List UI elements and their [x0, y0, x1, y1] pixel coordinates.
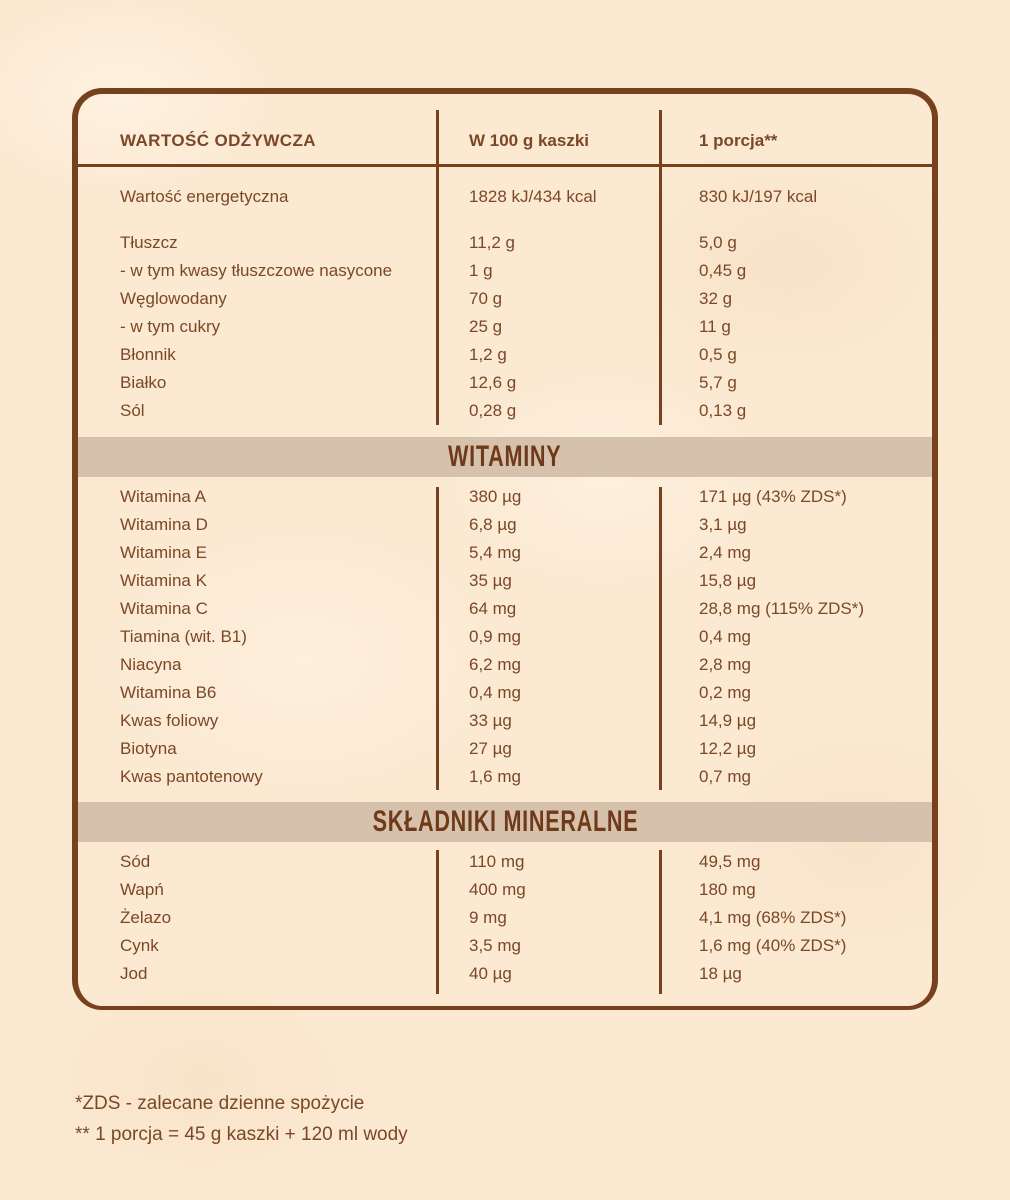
- table-row: [78, 567, 932, 595]
- value-per-100g: 5,4 mg: [469, 543, 521, 562]
- nutrient-name: Niacyna: [120, 655, 182, 674]
- value-per-100g: 0,4 mg: [469, 683, 521, 702]
- table-row: [78, 876, 932, 904]
- value-per-portion: 5,7 g: [699, 373, 737, 392]
- value-per-portion: 2,8 mg: [699, 655, 751, 674]
- nutrient-name: Białko: [120, 373, 167, 392]
- footnote-zds: *ZDS - zalecane dzienne spożycie: [75, 1093, 365, 1114]
- value-per-portion: 171 µg (43% ZDS*): [699, 487, 847, 506]
- column-divider: [659, 850, 662, 994]
- value-per-portion: 4,1 mg (68% ZDS*): [699, 908, 847, 927]
- table-row: [78, 285, 932, 313]
- table-row: [78, 369, 932, 397]
- nutrient-name: Biotyna: [120, 739, 177, 758]
- mineral-rows: [78, 848, 932, 988]
- value-per-100g: 1828 kJ/434 kcal: [469, 187, 597, 206]
- section-title-minerals: SKŁADNIKI MINERALNE: [372, 805, 638, 838]
- nutrient-name: Tłuszcz: [120, 233, 178, 252]
- value-per-100g: 35 µg: [469, 571, 512, 590]
- value-per-portion: 28,8 mg (115% ZDS*): [699, 599, 865, 618]
- nutrient-name: Żelazo: [120, 908, 172, 927]
- value-per-100g: 12,6 g: [469, 373, 517, 392]
- table-row: [78, 397, 932, 425]
- value-per-100g: 70 g: [469, 289, 503, 308]
- column-divider: [436, 487, 439, 790]
- value-per-100g: 1,2 g: [469, 345, 507, 364]
- section-basic-nutrition: [78, 94, 932, 437]
- nutrient-name: Tiamina (wit. B1): [120, 627, 247, 646]
- value-per-100g: 3,5 mg: [469, 936, 521, 955]
- value-per-100g: 9 mg: [469, 908, 507, 927]
- section-band-vitamins: [78, 437, 932, 477]
- value-per-100g: 40 µg: [469, 964, 512, 983]
- column-divider: [659, 487, 662, 790]
- table-row: [78, 735, 932, 763]
- table-row: [78, 483, 932, 511]
- value-per-100g: 0,28 g: [469, 401, 517, 420]
- table-row: [78, 511, 932, 539]
- value-per-100g: 6,2 mg: [469, 655, 521, 674]
- table-row: [78, 229, 932, 257]
- table-row: [78, 595, 932, 623]
- value-per-portion: 49,5 mg: [699, 852, 761, 871]
- nutrient-name: Witamina B6: [120, 683, 217, 702]
- value-per-100g: 11,2 g: [469, 233, 516, 252]
- column-divider: [659, 110, 662, 425]
- value-per-100g: 27 µg: [469, 739, 512, 758]
- nutrient-name: Sód: [120, 852, 151, 871]
- nutrient-name: Cynk: [120, 936, 159, 955]
- nutrient-name: Błonnik: [120, 345, 176, 364]
- value-per-portion: 3,1 µg: [699, 515, 747, 534]
- column-divider: [436, 850, 439, 994]
- nutrient-name: Wapń: [120, 880, 164, 899]
- macro-rows: [78, 229, 932, 425]
- value-per-portion: 0,5 g: [699, 345, 737, 364]
- table-row: [78, 341, 932, 369]
- header-per-portion: 1 porcja**: [699, 131, 778, 150]
- table-header-row: [78, 94, 932, 164]
- nutrient-name: Witamina A: [120, 487, 206, 506]
- value-per-100g: 110 mg: [469, 852, 525, 871]
- table-row: [78, 313, 932, 341]
- table-row: [78, 651, 932, 679]
- nutrient-name: Sól: [120, 401, 145, 420]
- footnotes: [75, 1088, 408, 1150]
- value-per-portion: 0,13 g: [699, 401, 747, 420]
- nutrient-name: Witamina D: [120, 515, 208, 534]
- section-vitamins: [78, 477, 932, 802]
- nutrient-name: - w tym cukry: [120, 317, 221, 336]
- value-per-100g: 64 mg: [469, 599, 517, 618]
- header-nutrition-facts: WARTOŚĆ ODŻYWCZA: [120, 131, 316, 150]
- table-row-energy: [78, 183, 932, 211]
- value-per-portion: 0,4 mg: [699, 627, 751, 646]
- value-per-100g: 400 mg: [469, 880, 526, 899]
- value-per-portion: 11 g: [699, 317, 731, 336]
- vitamin-rows: [78, 483, 932, 791]
- nutrient-name: - w tym kwasy tłuszczowe nasycone: [120, 261, 393, 280]
- header-rule: [78, 164, 932, 167]
- value-per-100g: 1 g: [469, 261, 493, 280]
- value-per-portion: 1,6 mg (40% ZDS*): [699, 936, 847, 955]
- table-row: [78, 904, 932, 932]
- table-row: [78, 763, 932, 791]
- value-per-portion: 14,9 µg: [699, 711, 757, 730]
- value-per-100g: 6,8 µg: [469, 515, 517, 534]
- section-band-minerals: [78, 802, 932, 842]
- value-per-portion: 0,45 g: [699, 261, 747, 280]
- value-per-100g: 380 µg: [469, 487, 522, 506]
- nutrient-name: Jod: [120, 964, 148, 983]
- value-per-portion: 18 µg: [699, 964, 742, 983]
- value-per-100g: 1,6 mg: [469, 767, 521, 786]
- value-per-portion: 2,4 mg: [699, 543, 751, 562]
- nutrient-name: Węglowodany: [120, 289, 227, 308]
- nutrient-name: Kwas pantotenowy: [120, 767, 263, 786]
- section-title-vitamins: WITAMINY: [448, 440, 562, 473]
- value-per-portion: 12,2 µg: [699, 739, 757, 758]
- nutrient-name: Witamina C: [120, 599, 208, 618]
- table-row: [78, 848, 932, 876]
- value-per-portion: 5,0 g: [699, 233, 737, 252]
- section-minerals: [78, 842, 932, 1004]
- table-row: [78, 960, 932, 988]
- nutrient-name: Witamina K: [120, 571, 207, 590]
- table-row: [78, 932, 932, 960]
- table-row: [78, 257, 932, 285]
- header-per-100g: W 100 g kaszki: [469, 131, 590, 150]
- value-per-portion: 15,8 µg: [699, 571, 757, 590]
- value-per-portion: 180 mg: [699, 880, 756, 899]
- value-per-100g: 25 g: [469, 317, 503, 336]
- table-row: [78, 623, 932, 651]
- column-divider: [436, 110, 439, 425]
- value-per-100g: 0,9 mg: [469, 627, 521, 646]
- nutrient-name: Kwas foliowy: [120, 711, 219, 730]
- value-per-portion: 0,2 mg: [699, 683, 751, 702]
- value-per-portion: 32 g: [699, 289, 733, 308]
- nutrition-table: [72, 88, 938, 1010]
- table-row: [78, 707, 932, 735]
- value-per-100g: 33 µg: [469, 711, 512, 730]
- nutrient-name: Wartość energetyczna: [120, 187, 289, 206]
- table-row: [78, 679, 932, 707]
- table-row: [78, 539, 932, 567]
- value-per-portion: 830 kJ/197 kcal: [699, 187, 818, 206]
- nutrient-name: Witamina E: [120, 543, 207, 562]
- value-per-portion: 0,7 mg: [699, 767, 751, 786]
- footnote-portion: ** 1 porcja = 45 g kaszki + 120 ml wody: [75, 1124, 408, 1145]
